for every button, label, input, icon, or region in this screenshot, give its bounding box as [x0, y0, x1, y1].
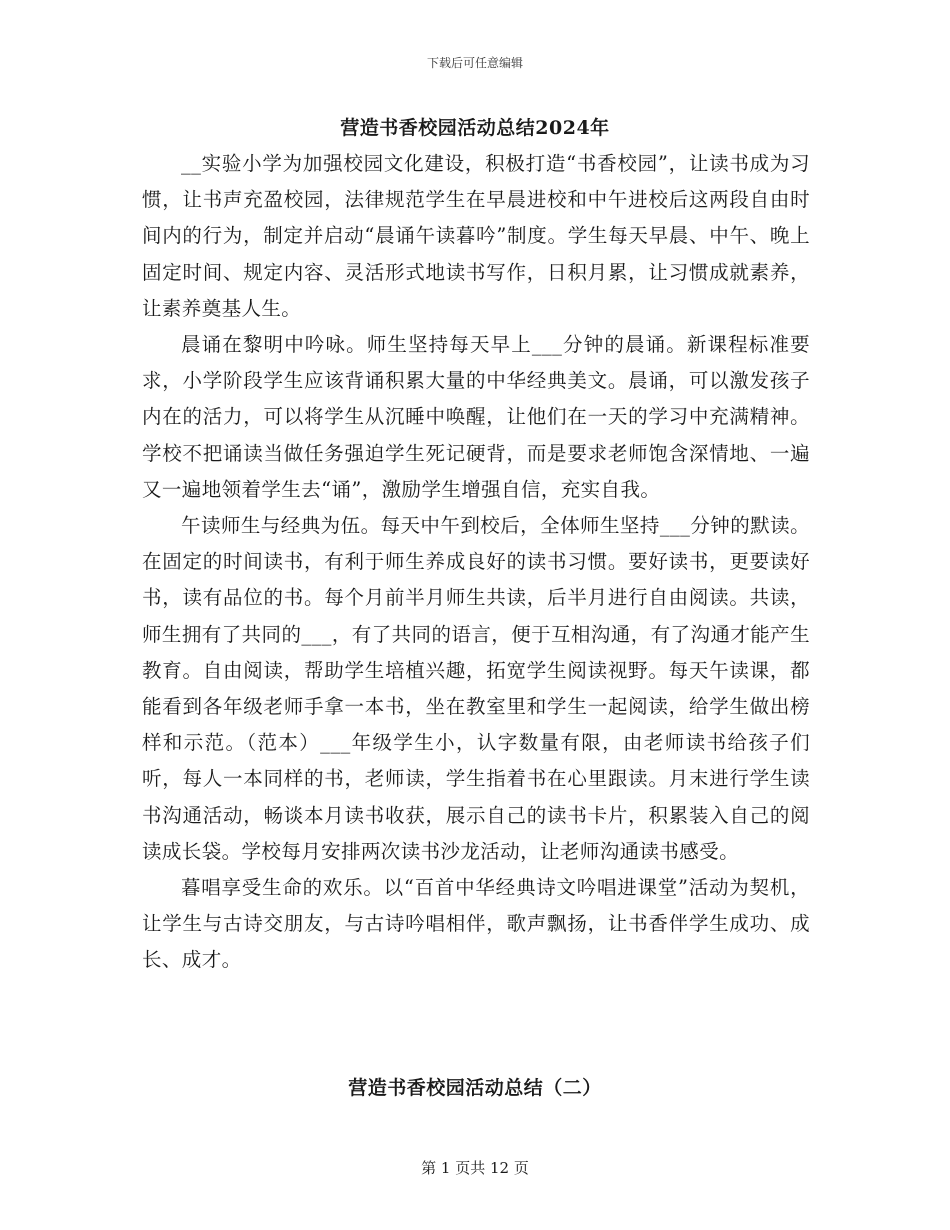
page-header-note: 下载后可任意编辑 — [426, 56, 523, 70]
paragraph-morning-recitation: 晨诵在黎明中吟咏。师生坚持每天早上___分钟的晨诵。新课程标准要求，小学阶段学生应该背诵积累大量的中华经典美文。晨诵，可以激发孩子内在的活力，可以将学生从沉睡中唤醒，让他们在一天的学习中充满精神。学校不把诵读当做任务强迫学生死记硬背，而是要求老师饱含深情地、一遍又一遍地领着学生去“诵”，激励学生增强自信，充实自我。 — [142, 333, 810, 501]
paragraph-noon-reading: 午读师生与经典为伍。每天中午到校后，全体师生坚持___分钟的默读。在固定的时间读书，有利于师生养成良好的读书习惯。要好读书，更要读好书，读有品位的书。每个月前半月师生共读，后半月进行自由阅读。共读，师生拥有了共同的___，有了共同的语言，便于互相沟通，有了沟通才能产生教育。自由阅读，帮助学生培植兴趣，拓宽学生阅读视野。每天午读课，都能看到各年级老师手拿一本书，坐在教室里和学生一起阅读，给学生做出榜样和示范。（范本）___年级学生小，认字数量有限，由老师读书给孩子们听，每人一本同样的书，老师读，学生指着书在心里跟读。月末进行学生读书沟通活动，畅谈本月读书收获，展示自己的读书卡片，积累装入自己的阅读成长袋。学校每月安排两次读书沙龙活动，让老师沟通读书感受。 — [142, 514, 810, 863]
document-title: 营造书香校园活动总结2024年 — [340, 117, 610, 139]
paragraph-intro: __实验小学为加强校园文化建设，积极打造“书香校园”，让读书成为习惯，让书声充盈校园，法律规范学生在早晨进校和中午进校后这两段自由时间内的行为，制定并启动“晨诵午读暮吟”制度。学生每天早晨、中午、晚上固定时间、规定内容、灵活形式地读书写作，日积月累，让习惯成就素养，让素养奠基人生。 — [142, 152, 810, 320]
paragraph-evening-singing: 暮唱享受生命的欢乐。以“百首中华经典诗文吟唱进课堂”活动为契机，让学生与古诗交朋友，与古诗吟唱相伴，歌声飘扬，让书香伴学生成功、成长、成才。 — [142, 876, 810, 972]
page-footer-page-number: 第 1 页共 12 页 — [421, 1159, 529, 1177]
document-body — [142, 146, 810, 979]
section-subtitle: 营造书香校园活动总结（二） — [348, 1077, 602, 1099]
